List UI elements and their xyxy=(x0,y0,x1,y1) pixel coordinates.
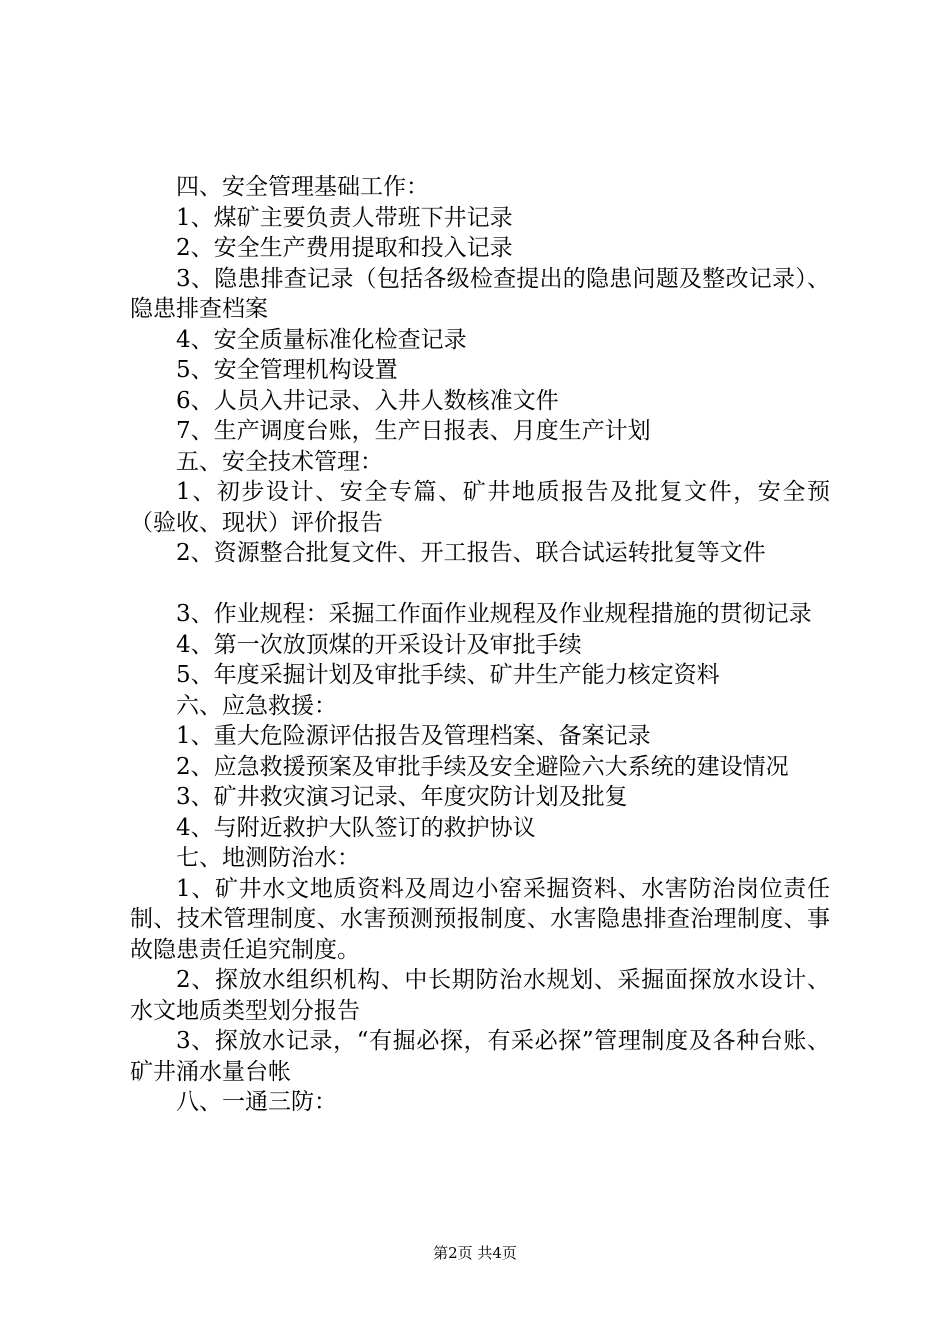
page-number-footer: 第2页 共4页 xyxy=(433,1244,517,1262)
list-item: 4、第一次放顶煤的开采设计及审批手续 xyxy=(176,631,582,658)
list-item: 4、与附近救护大队签订的救护协议 xyxy=(176,814,536,841)
document-body xyxy=(130,172,830,1118)
list-item: 2、资源整合批复文件、开工报告、联合试运转批复等文件 xyxy=(176,540,766,566)
list-item: 3、作业规程：采掘工作面作业规程及作业规程措施的贯彻记录 xyxy=(176,601,812,627)
list-item: 5、年度采掘计划及审批手续、矿井生产能力核定资料 xyxy=(176,662,720,688)
list-item: 3、隐患排查记录（包括各级检查提出的隐患问题及整改记录）、隐患排查档案 xyxy=(130,265,830,322)
list-item: 3、矿井救灾演习记录、年度灾防计划及批复 xyxy=(176,784,628,810)
list-item: 2、探放水组织机构、中长期防治水规划、采掘面探放水设计、水文地质类型划分报告 xyxy=(130,967,830,1024)
list-item: 3、探放水记录，“有掘必探，有采必探”管理制度及各种台账、矿井涌水量台帐 xyxy=(130,1028,830,1085)
list-item: 6、人员入井记录、入井人数核准文件 xyxy=(176,387,559,414)
section-heading: 八、一通三防： xyxy=(176,1089,337,1115)
section-heading: 六、应急救援： xyxy=(176,692,337,719)
list-item: 2、安全生产费用提取和投入记录 xyxy=(176,235,513,261)
list-item: 5、安全管理机构设置 xyxy=(176,357,398,383)
list-item: 7、生产调度台账，生产日报表、月度生产计划 xyxy=(176,418,651,444)
section-heading: 七、地测防治水： xyxy=(176,845,360,871)
list-item: 1、重大危险源评估报告及管理档案、备案记录 xyxy=(176,723,651,749)
list-item: 1、初步设计、安全专篇、矿井地质报告及批复文件，安全预（验收、现状）评价报告 xyxy=(130,479,830,536)
list-item: 4、安全质量标准化检查记录 xyxy=(176,326,467,353)
section-heading: 五、安全技术管理： xyxy=(176,448,383,475)
list-item: 2、应急救援预案及审批手续及安全避险六大系统的建设情况 xyxy=(176,753,789,780)
section-heading: 四、安全管理基础工作： xyxy=(176,174,429,200)
list-item: 1、煤矿主要负责人带班下井记录 xyxy=(176,204,513,231)
list-item: 1、矿井水文地质资料及周边小窑采掘资料、水害防治岗位责任制、技术管理制度、水害预测预报制度、水害隐患排查治理制度、事故隐患责任追究制度。 xyxy=(130,875,830,963)
